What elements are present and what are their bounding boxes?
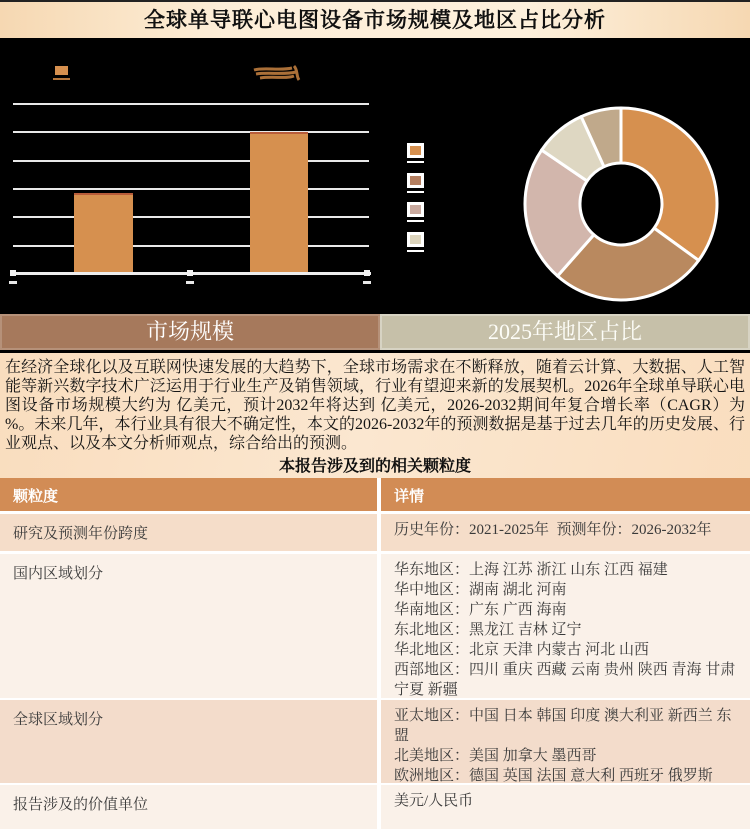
- table-row: [0, 700, 750, 783]
- legend-swatch: [407, 202, 424, 217]
- row-label: 全球区域划分: [13, 712, 104, 728]
- section-banners: [0, 314, 750, 353]
- legend-underline: [407, 191, 424, 193]
- legend-underline: [407, 161, 424, 163]
- table-row: [0, 785, 750, 829]
- granularity-heading: 本报告涉及到的相关颗粒度: [278, 458, 471, 475]
- report-body: [0, 353, 750, 829]
- gridline: [13, 188, 369, 190]
- bar: [74, 193, 133, 273]
- bar: [250, 132, 308, 273]
- gridline: [13, 160, 369, 162]
- legend-underline: [407, 220, 424, 222]
- donut-chart: [511, 94, 731, 314]
- legend-item: [407, 173, 424, 193]
- axis-tick: [364, 270, 370, 276]
- row-label: 国内区域划分: [13, 566, 104, 582]
- gridline: [13, 131, 369, 133]
- legend-underline: [407, 250, 424, 252]
- table-row: [0, 554, 750, 698]
- legend-swatch: [407, 143, 424, 158]
- banner-market-size: 市场规模: [0, 314, 380, 350]
- table-header-row: [0, 478, 750, 511]
- row-detail: 亚太地区：中国 日本 韩国 印度 澳大利亚 新西兰 东盟 北美地区：美国 加拿大 墨西哥 欧洲地区：德国 英国 法国 意大利 西班牙 俄罗斯: [394, 708, 732, 783]
- bar-chart: [13, 103, 369, 273]
- chart-section: [0, 38, 750, 314]
- bar-legend-swatch: [55, 66, 68, 75]
- header-granularity: 颗粒度: [13, 489, 59, 505]
- gridline: [13, 103, 369, 105]
- legend-item: [407, 232, 424, 252]
- axis-tick-mark: [186, 281, 194, 284]
- banner-region-share: 2025年地区占比: [380, 314, 750, 350]
- row-detail: 历史年份：2021-2025年 预测年份：2026-2032年: [394, 522, 712, 538]
- granularity-table: [0, 478, 750, 829]
- axis-tick: [10, 270, 16, 276]
- axis-tick-mark: [363, 281, 371, 284]
- header-detail: 详情: [394, 489, 425, 505]
- gridline: [13, 216, 369, 218]
- axis-tick: [187, 270, 193, 276]
- legend-swatch: [407, 232, 424, 247]
- bar-legend-underline: [53, 78, 70, 80]
- legend-item: [407, 143, 424, 163]
- row-label: 研究及预测年份跨度: [13, 526, 149, 542]
- gridline: [13, 245, 369, 247]
- intro-paragraph: 在经济全球化以及互联网快速发展的大趋势下，全球市场需求在不断释放，随着云计算、大数据、人工智能等新兴数字技术广泛运用于行业生产及销售领域，行业有望迎来新的发展契机。2026年全球单导联心电图设备市场规模大约为 亿美元，预计2032年将达到 亿美元，2026-2032期间年复合增长率（CAGR）为 %。未来几年，本行业具有很大不确定性，本文的2026-2032年的预测数据是基于过去几年的历史发展、行业观点、以及本文分析师观点，综合给出的预测。: [5, 359, 745, 452]
- row-label: 报告涉及的价值单位: [13, 797, 149, 813]
- page-title: 全球单导联心电图设备市场规模及地区占比分析: [0, 0, 750, 38]
- table-row: [0, 514, 750, 551]
- redacted-legend-label: [250, 62, 306, 84]
- legend-swatch: [407, 173, 424, 188]
- row-detail: 美元/人民币: [394, 793, 474, 809]
- legend-item: [407, 202, 424, 222]
- row-detail: 华东地区：上海 江苏 浙江 山东 江西 福建 华中地区：湖南 湖北 河南 华南地区：广东 广西 海南 东北地区：黑龙江 吉林 辽宁 华北地区：北京 天津 内蒙古 河北 山西 西部地区：四川 重庆 西藏 云南 贵州 陕西 青海 甘肃 宁夏 新疆: [394, 562, 740, 698]
- axis-tick-mark: [9, 281, 17, 284]
